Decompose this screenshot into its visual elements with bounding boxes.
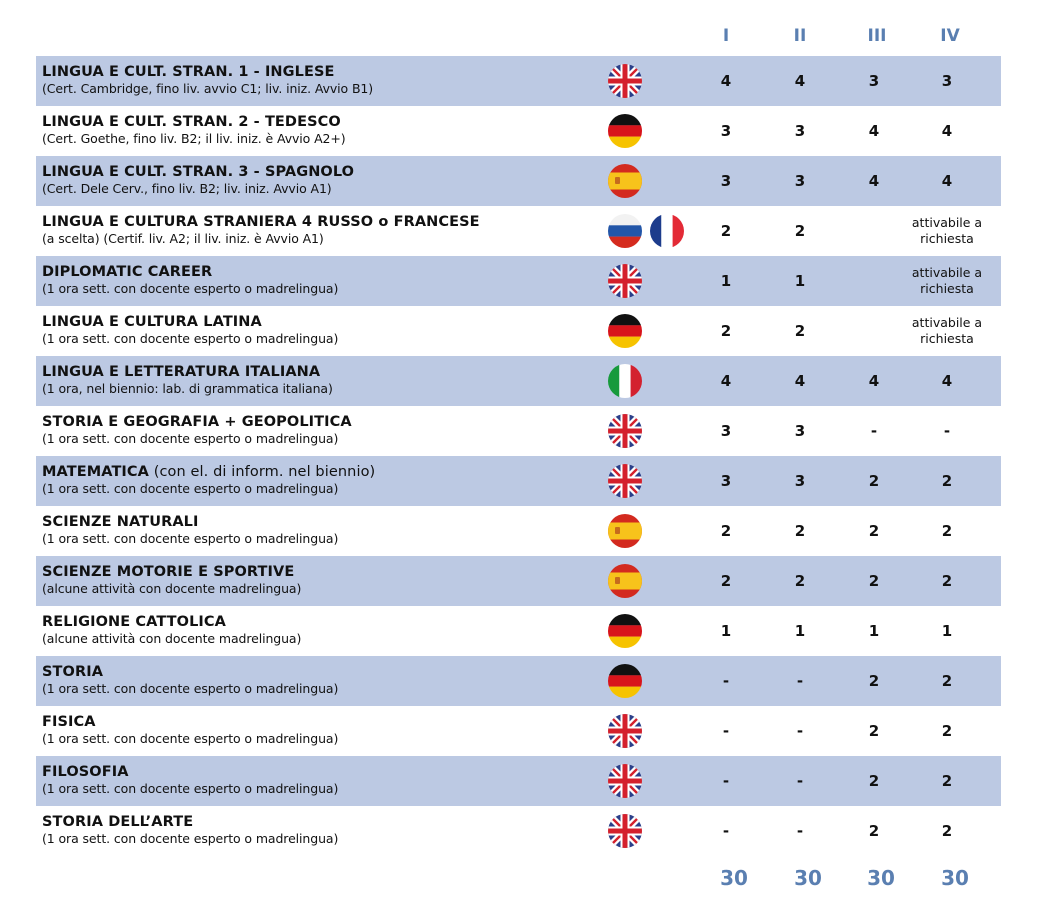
hours-year-3: 2 bbox=[868, 672, 880, 690]
subject-title bbox=[42, 713, 602, 731]
subject-subtitle: (alcune attività con docente madrelingua) bbox=[42, 581, 302, 596]
hours-year-2: - bbox=[796, 822, 804, 840]
uk-flag-icon bbox=[608, 714, 642, 748]
subject-cell bbox=[42, 663, 602, 697]
germany-flag-icon bbox=[608, 314, 642, 348]
subject-cell bbox=[42, 813, 602, 847]
language-flags bbox=[608, 364, 708, 398]
subject-title bbox=[42, 263, 602, 281]
subject-subtitle: (1 ora, nel biennio: lab. di grammatica italiana) bbox=[42, 381, 333, 396]
subject-cell bbox=[42, 63, 602, 97]
subject-subtitle: (1 ora sett. con docente esperto o madrelingua) bbox=[42, 481, 339, 496]
uk-flag-icon bbox=[608, 64, 642, 98]
hours-year-2: 4 bbox=[794, 72, 806, 90]
hours-year-2: - bbox=[796, 672, 804, 690]
table-row bbox=[36, 556, 1001, 606]
subject-title-text: MATEMATICA bbox=[42, 464, 149, 480]
hours-year-1: - bbox=[722, 772, 730, 790]
subject-title bbox=[42, 313, 602, 331]
column-header-year-4: IV bbox=[940, 26, 960, 46]
hours-year-4: 3 bbox=[941, 72, 953, 90]
hours-year-3: 4 bbox=[868, 372, 880, 390]
germany-flag-icon bbox=[608, 614, 642, 648]
subject-title-text: STORIA DELL’ARTE bbox=[42, 814, 194, 830]
hours-year-1: 4 bbox=[720, 72, 732, 90]
uk-flag-icon bbox=[608, 414, 642, 448]
hours-year-3: 2 bbox=[868, 822, 880, 840]
subject-cell bbox=[42, 263, 602, 297]
table-row bbox=[36, 206, 1001, 256]
uk-flag-icon bbox=[608, 814, 642, 848]
language-flags bbox=[608, 264, 708, 298]
subject-title-text: LINGUA E CULT. STRAN. 2 - TEDESCO bbox=[42, 114, 341, 130]
table-row bbox=[36, 406, 1001, 456]
availability-note: attivabile a richiesta bbox=[911, 215, 983, 246]
language-flags bbox=[608, 414, 708, 448]
subject-title bbox=[42, 213, 602, 231]
language-flags bbox=[608, 564, 708, 598]
availability-note: attivabile a richiesta bbox=[911, 315, 983, 346]
table-row bbox=[36, 756, 1001, 806]
language-flags bbox=[608, 714, 708, 748]
hours-year-2: - bbox=[796, 722, 804, 740]
hours-year-2: 3 bbox=[794, 422, 806, 440]
subject-cell bbox=[42, 363, 602, 397]
hours-year-1: - bbox=[722, 822, 730, 840]
subject-title bbox=[42, 113, 602, 131]
spain-flag-icon bbox=[608, 164, 642, 198]
language-flags bbox=[608, 814, 708, 848]
subject-subtitle: (alcune attività con docente madrelingua) bbox=[42, 631, 302, 646]
subject-subtitle: (1 ora sett. con docente esperto o madrelingua) bbox=[42, 781, 339, 796]
total-year-2: 30 bbox=[794, 866, 822, 890]
hours-year-1: 2 bbox=[720, 322, 732, 340]
uk-flag-icon bbox=[608, 264, 642, 298]
subject-subtitle: (a scelta) (Certif. liv. A2; il liv. iniz. è Avvio A1) bbox=[42, 231, 324, 246]
hours-year-2: 4 bbox=[794, 372, 806, 390]
language-flags bbox=[608, 464, 708, 498]
hours-year-2: 1 bbox=[794, 622, 806, 640]
uk-flag-icon bbox=[608, 764, 642, 798]
subject-title bbox=[42, 363, 602, 381]
subject-cell bbox=[42, 763, 602, 797]
subject-title-text: LINGUA E CULT. STRAN. 1 - INGLESE bbox=[42, 64, 335, 80]
subject-cell bbox=[42, 113, 602, 147]
subject-subtitle: (1 ora sett. con docente esperto o madrelingua) bbox=[42, 731, 339, 746]
column-header-year-3: III bbox=[867, 26, 887, 46]
table-row bbox=[36, 256, 1001, 306]
language-flags bbox=[608, 664, 708, 698]
hours-year-1: 4 bbox=[720, 372, 732, 390]
germany-flag-icon bbox=[608, 114, 642, 148]
hours-year-2: 3 bbox=[794, 172, 806, 190]
subject-cell bbox=[42, 613, 602, 647]
subject-subtitle: (1 ora sett. con docente esperto o madrelingua) bbox=[42, 681, 339, 696]
subject-title bbox=[42, 813, 602, 831]
table-row bbox=[36, 306, 1001, 356]
language-flags bbox=[608, 64, 708, 98]
hours-year-1: 1 bbox=[720, 622, 732, 640]
hours-year-3: - bbox=[870, 422, 878, 440]
subject-subtitle: (Cert. Dele Cerv., fino liv. B2; liv. iniz. Avvio A1) bbox=[42, 181, 332, 196]
table-row bbox=[36, 56, 1001, 106]
hours-year-2: - bbox=[796, 772, 804, 790]
language-flags bbox=[608, 214, 708, 248]
germany-flag-icon bbox=[608, 664, 642, 698]
subject-title-text: LINGUA E LETTERATURA ITALIANA bbox=[42, 364, 321, 380]
spain-flag-icon bbox=[608, 564, 642, 598]
hours-year-4: 2 bbox=[941, 522, 953, 540]
subject-cell bbox=[42, 163, 602, 197]
language-flags bbox=[608, 764, 708, 798]
hours-year-1: 2 bbox=[720, 522, 732, 540]
language-flags bbox=[608, 164, 708, 198]
table-row bbox=[36, 606, 1001, 656]
hours-year-1: 2 bbox=[720, 222, 732, 240]
hours-year-4: 2 bbox=[941, 822, 953, 840]
table-row bbox=[36, 656, 1001, 706]
curriculum-table bbox=[36, 56, 1001, 856]
column-header-year-1: I bbox=[722, 26, 730, 46]
subject-title-text: SCIENZE MOTORIE E SPORTIVE bbox=[42, 564, 295, 580]
subject-title-text: STORIA bbox=[42, 664, 104, 680]
hours-year-1: - bbox=[722, 672, 730, 690]
subject-title-text: RELIGIONE CATTOLICA bbox=[42, 614, 226, 630]
subject-title-text: SCIENZE NATURALI bbox=[42, 514, 199, 530]
table-row bbox=[36, 706, 1001, 756]
subject-title-text: LINGUA E CULTURA STRANIERA 4 RUSSO o FRANCESE bbox=[42, 214, 480, 230]
subject-title-text: DIPLOMATIC CAREER bbox=[42, 264, 213, 280]
hours-year-4: 4 bbox=[941, 172, 953, 190]
hours-year-1: - bbox=[722, 722, 730, 740]
total-year-3: 30 bbox=[867, 866, 895, 890]
hours-year-3: 1 bbox=[868, 622, 880, 640]
subject-subtitle: (1 ora sett. con docente esperto o madrelingua) bbox=[42, 281, 339, 296]
subject-title bbox=[42, 413, 602, 431]
total-year-1: 30 bbox=[720, 866, 748, 890]
hours-year-3: 2 bbox=[868, 572, 880, 590]
subject-subtitle: (1 ora sett. con docente esperto o madrelingua) bbox=[42, 531, 339, 546]
hours-year-2: 2 bbox=[794, 222, 806, 240]
column-header-year-2: II bbox=[793, 26, 807, 46]
hours-year-4: 2 bbox=[941, 572, 953, 590]
russia-flag-icon bbox=[608, 214, 642, 248]
hours-year-1: 3 bbox=[720, 472, 732, 490]
column-header-row bbox=[0, 22, 1063, 52]
hours-year-2: 3 bbox=[794, 472, 806, 490]
hours-year-4: 2 bbox=[941, 772, 953, 790]
hours-year-4: 2 bbox=[941, 722, 953, 740]
hours-year-4: 1 bbox=[941, 622, 953, 640]
subject-title bbox=[42, 463, 602, 481]
hours-year-3: 4 bbox=[868, 172, 880, 190]
subject-subtitle: (1 ora sett. con docente esperto o madrelingua) bbox=[42, 331, 339, 346]
subject-title bbox=[42, 513, 602, 531]
subject-title bbox=[42, 163, 602, 181]
hours-year-4: 2 bbox=[941, 672, 953, 690]
hours-year-2: 2 bbox=[794, 522, 806, 540]
totals-row bbox=[0, 862, 1063, 896]
hours-year-4: 4 bbox=[941, 372, 953, 390]
spain-flag-icon bbox=[608, 514, 642, 548]
language-flags bbox=[608, 114, 708, 148]
hours-year-1: 3 bbox=[720, 172, 732, 190]
subject-cell bbox=[42, 513, 602, 547]
language-flags bbox=[608, 314, 708, 348]
availability-note: attivabile a richiesta bbox=[911, 265, 983, 296]
hours-year-3: 2 bbox=[868, 772, 880, 790]
subject-title-text: FILOSOFIA bbox=[42, 764, 129, 780]
subject-subtitle: (1 ora sett. con docente esperto o madrelingua) bbox=[42, 431, 339, 446]
hours-year-4: 2 bbox=[941, 472, 953, 490]
language-flags bbox=[608, 514, 708, 548]
hours-year-1: 1 bbox=[720, 272, 732, 290]
hours-year-1: 3 bbox=[720, 122, 732, 140]
france-flag-icon bbox=[650, 214, 684, 248]
subject-subtitle: (Cert. Goethe, fino liv. B2; il liv. iniz. è Avvio A2+) bbox=[42, 131, 346, 146]
subject-title bbox=[42, 63, 602, 81]
total-year-4: 30 bbox=[941, 866, 969, 890]
hours-year-4: 4 bbox=[941, 122, 953, 140]
hours-year-3: 2 bbox=[868, 522, 880, 540]
subject-title-extra: (con el. di inform. nel biennio) bbox=[149, 464, 376, 480]
hours-year-2: 3 bbox=[794, 122, 806, 140]
subject-title bbox=[42, 563, 602, 581]
subject-title bbox=[42, 613, 602, 631]
subject-title-text: LINGUA E CULT. STRAN. 3 - SPAGNOLO bbox=[42, 164, 355, 180]
hours-year-2: 2 bbox=[794, 572, 806, 590]
italy-flag-icon bbox=[608, 364, 642, 398]
hours-year-2: 2 bbox=[794, 322, 806, 340]
hours-year-2: 1 bbox=[794, 272, 806, 290]
subject-subtitle: (Cert. Cambridge, fino liv. avvio C1; liv. iniz. Avvio B1) bbox=[42, 81, 374, 96]
subject-title-text: STORIA E GEOGRAFIA + GEOPOLITICA bbox=[42, 414, 352, 430]
subject-cell bbox=[42, 413, 602, 447]
subject-title-text: LINGUA E CULTURA LATINA bbox=[42, 314, 262, 330]
hours-year-4: - bbox=[943, 422, 951, 440]
table-row bbox=[36, 456, 1001, 506]
uk-flag-icon bbox=[608, 464, 642, 498]
subject-subtitle: (1 ora sett. con docente esperto o madrelingua) bbox=[42, 831, 339, 846]
subject-title-text: FISICA bbox=[42, 714, 96, 730]
hours-year-3: 3 bbox=[868, 72, 880, 90]
table-row bbox=[36, 506, 1001, 556]
table-row bbox=[36, 106, 1001, 156]
table-row bbox=[36, 356, 1001, 406]
hours-year-1: 3 bbox=[720, 422, 732, 440]
subject-cell bbox=[42, 313, 602, 347]
subject-cell bbox=[42, 213, 602, 247]
subject-cell bbox=[42, 563, 602, 597]
table-row bbox=[36, 156, 1001, 206]
hours-year-1: 2 bbox=[720, 572, 732, 590]
subject-cell bbox=[42, 463, 602, 497]
hours-year-3: 4 bbox=[868, 122, 880, 140]
subject-cell bbox=[42, 713, 602, 747]
hours-year-3: 2 bbox=[868, 722, 880, 740]
subject-title bbox=[42, 763, 602, 781]
table-row bbox=[36, 806, 1001, 856]
subject-title bbox=[42, 663, 602, 681]
hours-year-3: 2 bbox=[868, 472, 880, 490]
language-flags bbox=[608, 614, 708, 648]
